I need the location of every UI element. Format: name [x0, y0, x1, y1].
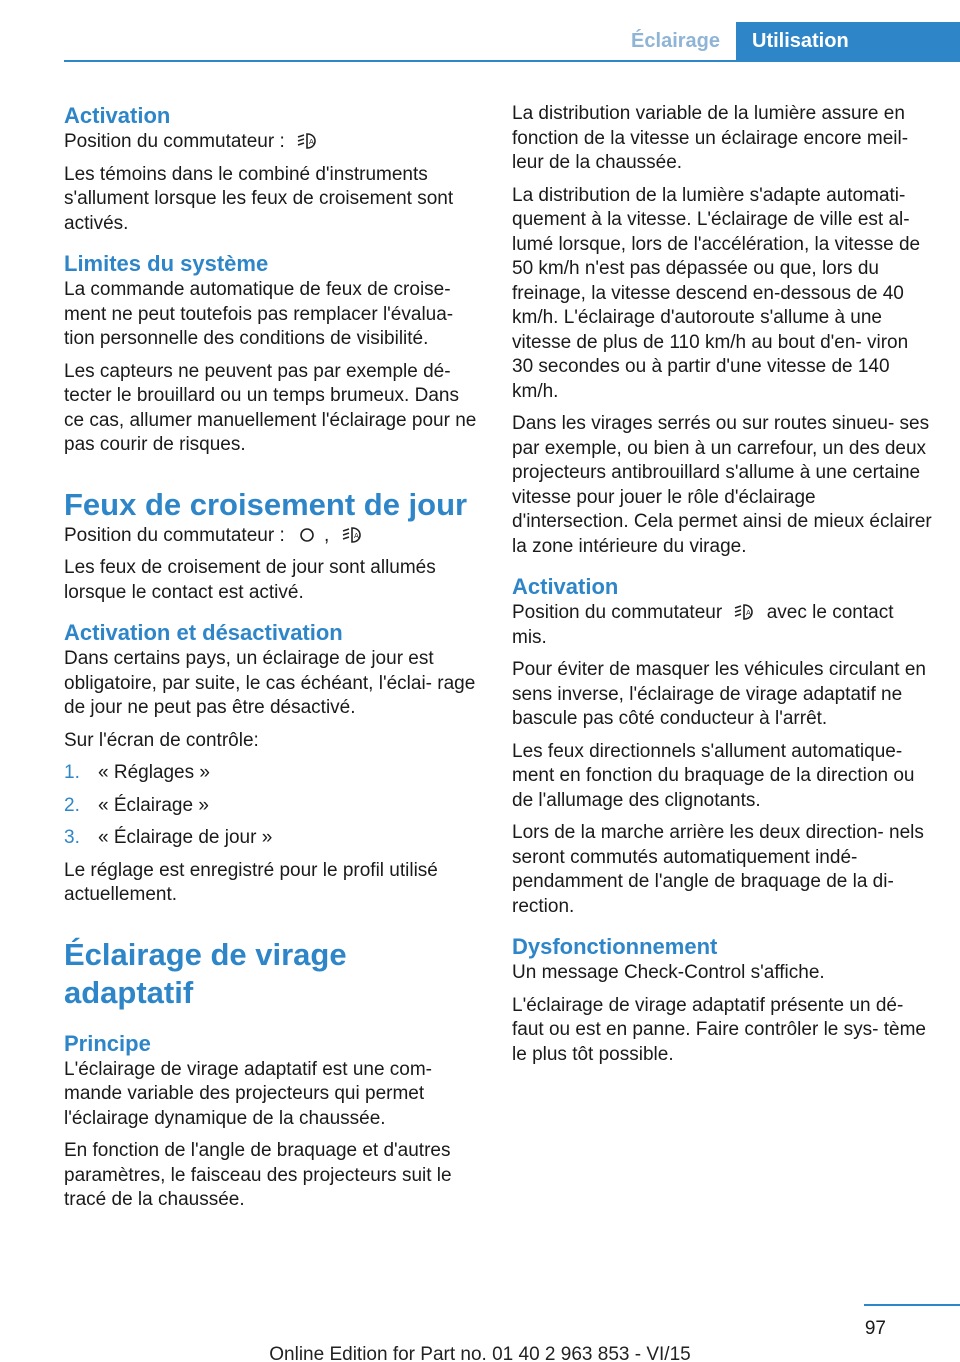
heading-malfunction: Dysfonctionnement	[512, 934, 718, 959]
paragraph: L'éclairage de virage adaptatif présente un dé‐ faut ou est en panne. Faire contrôler le sys‐ tème le plus tôt possible.	[512, 994, 926, 1065]
paragraph: Les capteurs ne peuvent pas par exemple dé‐ tecter le brouillard ou un temps brumeux. Dans ce cas, allumer manuellement l'éclairage pour ne pas courir de risques.	[64, 360, 477, 455]
list-item	[64, 794, 484, 819]
steps-list	[64, 761, 484, 851]
paragraph: En fonction de l'angle de braquage et d'autres paramètres, le faisceau des projecteurs suit le tracé de la chaussée.	[64, 1140, 452, 1210]
step-text: « Réglages »	[98, 762, 210, 783]
footer-rule	[864, 1304, 960, 1306]
separator: ,	[324, 524, 330, 546]
paragraph: L'éclairage de virage adaptatif est une com‐ mande variable des projecteurs qui permet l'éclairage dynamique de la chaussée.	[64, 1058, 433, 1129]
svg-text:A: A	[309, 138, 314, 146]
paragraph	[64, 130, 484, 155]
svg-text:A: A	[353, 531, 359, 540]
page-header	[0, 0, 960, 62]
paragraph	[512, 601, 932, 650]
heading-adaptive-lighting: Éclairage de virage adaptatif	[64, 936, 347, 1010]
section-tab: Utilisation	[736, 22, 960, 62]
heading-activation-deactivation: Activation et désactivation	[64, 620, 343, 645]
paragraph: La distribution variable de la lumière assure en fonction de la vitesse un éclairage encore meil‐ leur de la chaussée.	[512, 103, 909, 173]
paragraph: La commande automatique de feux de croise‐ ment ne peut toutefois pas remplacer l'évalua‐ tion personnelle des conditions de visibilité.	[64, 279, 454, 349]
heading-daytime-lights: Feux de croisement de jour	[64, 486, 468, 522]
step-text: « Éclairage »	[98, 794, 209, 816]
page-number: 97	[864, 1318, 886, 1339]
header-rule	[64, 60, 960, 62]
paragraph: Sur l'écran de contrôle:	[64, 729, 259, 751]
chapter-label: Éclairage	[631, 30, 720, 52]
paragraph: Les feux de croisement de jour sont allumés lorsque le contact est activé.	[64, 557, 436, 603]
edition-note: Online Edition for Part no. 01 40 2 963 853 - VI/15	[269, 1344, 691, 1362]
paragraph: Les feux directionnels s'allument automatique‐ ment en fonction du braquage de la direction ou de l'allumage des clignotants.	[512, 740, 915, 811]
step-number: 3.	[64, 827, 80, 848]
paragraph	[64, 524, 484, 549]
paragraph: Dans les virages serrés ou sur routes sinueu‐ ses par exemple, ou bien à un carrefour, un des deux projecteurs antibrouillard s'allume à une certaine vitesse pour jouer le rôle d'éclairage d'intersection. Cela permet ainsi de mieux éclairer la zone intérieure du virage.	[512, 413, 932, 557]
paragraph: Pour éviter de masquer les véhicules circulant en sens inverse, l'éclairage de virage adaptatif ne bascule pas côté conducteur à l'arrêt.	[512, 659, 926, 729]
heading-activation: Activation	[64, 103, 171, 128]
heading-system-limits: Limites du système	[64, 251, 269, 276]
paragraph: Les témoins dans le combiné d'instruments s'allument lorsque les feux de croisement sont activés.	[64, 163, 454, 234]
paragraph: Le réglage est enregistré pour le profil utilisé actuellement.	[64, 859, 438, 905]
left-column	[64, 102, 484, 1221]
text: Position du commutateur :	[64, 524, 285, 546]
paragraph: Lors de la marche arrière les deux direction‐ nels seront commutés automatiquement indé‐ pendamment de l'angle de braquage de la di‐ rection.	[512, 822, 924, 917]
list-item	[64, 826, 484, 851]
auto-headlight-icon	[341, 526, 363, 544]
page-footer	[0, 1300, 960, 1362]
paragraph: La distribution de la lumière s'adapte automati‐ quement à la vitesse. L'éclairage de ville est al‐ lumé lorsque, lors de l'accélération, la vitesse de 50 km/h n'est pas dépassée ou que, lors du freinage, la vitesse descend en-dessous de 40 km/h. L'éclairage d'autoroute s'allume à une vitesse de plus de 110 km/h au bout d'en‐ viron 30 secondes ou à partir d'une vitesse de 140 km/h.	[512, 184, 921, 402]
step-number: 2.	[64, 794, 80, 816]
paragraph: Dans certains pays, un éclairage de jour est obligatoire, par suite, le cas échéant, l'éclai‐ rage de jour ne peut pas être désactivé.	[64, 648, 476, 718]
lights-off-icon	[296, 526, 318, 544]
text: Position du commutateur :	[64, 131, 285, 152]
svg-text:A: A	[746, 609, 752, 617]
heading-principle: Principe	[64, 1030, 151, 1056]
right-column	[512, 102, 932, 1075]
heading-activation: Activation	[512, 574, 619, 599]
text: Position du commutateur	[512, 602, 723, 623]
step-text: « Éclairage de jour »	[98, 827, 273, 848]
auto-headlight-icon	[733, 603, 755, 621]
list-item	[64, 761, 484, 786]
paragraph: Un message Check-Control s'affiche.	[512, 962, 825, 983]
step-number: 1.	[64, 762, 80, 783]
auto-headlight-icon	[296, 132, 318, 150]
text: avec le contact mis.	[512, 602, 894, 648]
